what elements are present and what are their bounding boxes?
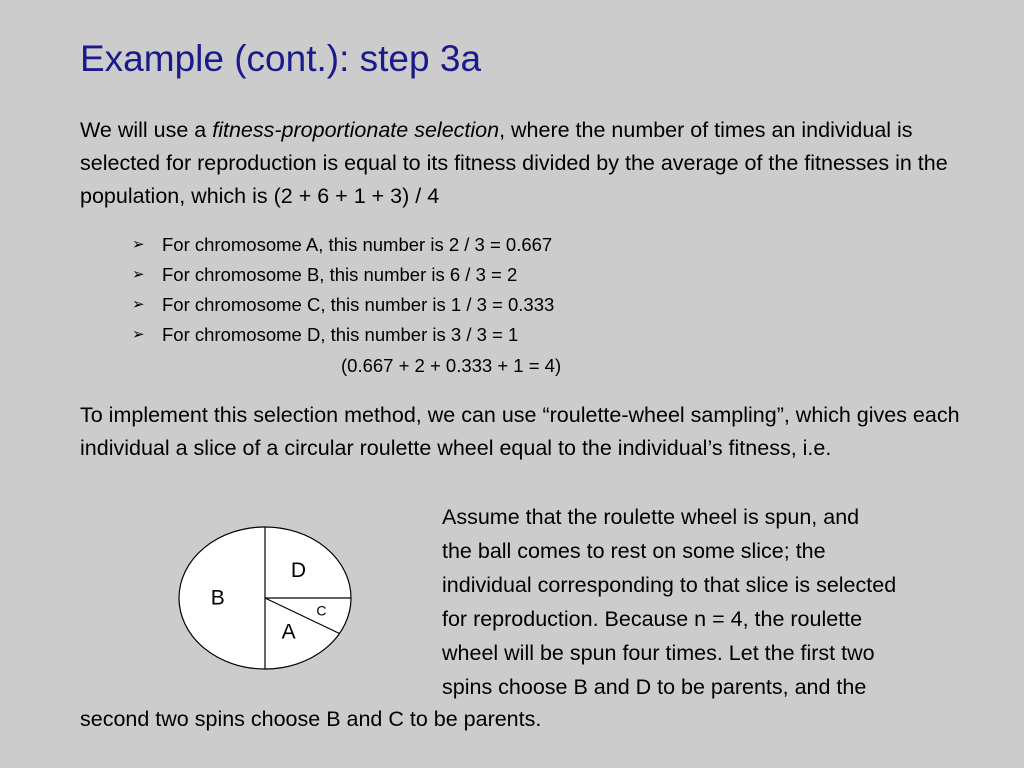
arrowhead-bullet-icon: ➢ [132,326,145,343]
slide-title: Example (cont.): step 3a [80,38,482,79]
assume-line: for reproduction. Because n = 4, the roulette [442,607,863,631]
bullet-item [132,230,554,260]
bullet-list [132,230,554,350]
roulette-wheel-diagram [170,520,370,680]
intro-text-after: , where the number of times an individual is selected for reproduction is equal to its fitness divided by the average of the fitnesses in the population, which is (2 + 6 + 1 + 3) / 4 [80,118,948,208]
bullet-item [132,260,554,290]
arrowhead-bullet-icon: ➢ [132,236,145,253]
bullet-text: For chromosome D, this number is 3 / 3 = 1 [162,324,519,345]
bullet-text: For chromosome C, this number is 1 / 3 = 0.333 [162,294,555,315]
assume-line: individual corresponding to that slice is selected [442,573,897,597]
wheel-slice-label-c: C [316,602,327,619]
wheel-slice-label-a: A [281,620,296,644]
assume-line: the ball comes to rest on some slice; the [442,539,826,563]
fitness-sum-line: (0.667 + 2 + 0.333 + 1 = 4) [341,355,562,376]
bullet-item [132,290,554,320]
arrowhead-bullet-icon: ➢ [132,296,145,313]
intro-text-before: We will use a [80,118,213,142]
wheel-slice-label-d: D [290,558,307,582]
bullet-text: For chromosome A, this number is 2 / 3 = 0.667 [162,234,553,255]
assume-line: spins choose B and D to be parents, and the [442,675,867,699]
intro-emphasis: fitness-proportionate selection [212,118,500,142]
bullet-item [132,320,554,350]
assume-last-line: second two spins choose B and C to be parents. [80,707,542,731]
arrowhead-bullet-icon: ➢ [132,266,145,283]
assume-line: wheel will be spun four times. Let the first two [442,641,875,665]
bullet-text: For chromosome B, this number is 6 / 3 = 2 [162,264,518,285]
implementation-paragraph: To implement this selection method, we can use “roulette-wheel sampling”, which gives each individual a slice of a circular roulette wheel equal to the individual’s fitness, i.e. [80,403,960,460]
wheel-slice-label-b: B [210,586,225,610]
assume-line: Assume that the roulette wheel is spun, and [442,505,860,529]
intro-paragraph [80,114,980,213]
assume-paragraph [442,500,896,704]
